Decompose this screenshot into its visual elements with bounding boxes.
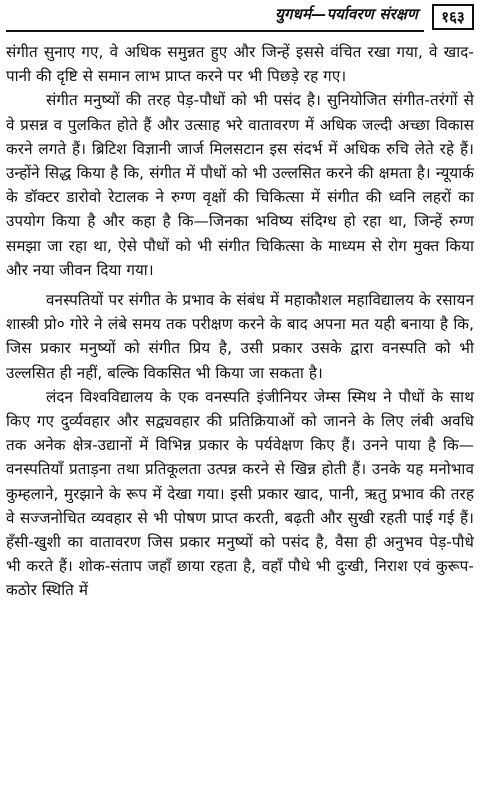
paragraph-3: वनस्पतियों पर संगीत के प्रभाव के संबंध में महाकौशल महाविद्यालय के रसायन शास्त्री प्रो० गोरे ने लंबे समय तक परीक्षण करने के बाद अपना मत यही बनाया है कि, जिस प्रकार मनुष्यों को संगीत प्रिय है, उसी प्रकार उसके द्वारा वनस्पति को भी उल्लसित ही नहीं, बल्कि विकसित भी किया जा सकता है।	[6, 291, 474, 382]
paragraph-4: लंदन विश्वविद्यालय के एक वनस्पति इंजीनियर जेम्स स्मिथ ने पौधों के साथ किए गए दुर्व्यवहार और सद्व्यवहार की प्रतिक्रियाओं को जानने के लिए लंबी अवधि तक अनेक क्षेत्र-उद्यानों में विभिन्न प्रकार के पर्यवेक्षण किए हैं। उनने पाया है कि—वनस्पतियाँ प्रताड़ना तथा प्रतिकूलता उत्पन्न करने से खिन्न होती हैं। उनके यह मनोभाव कुम्हलाने, मुरझाने के रूप में देखा गया। इसी प्रकार खाद, पानी, ऋतु प्रभाव की तरह वे सज्जनोचित व्यवहार से भी पोषण प्राप्त करती, बढ़ती और सुखी रहती पाई गई हैं। हँसी-खुशी का वातावरण जिस प्रकार मनुष्यों को पसंद है, वैसा ही अनुभव पेड़-पौधे भी करते हैं। शोक-संताप जहाँ छाया रहता है, वहाँ पौधे भी दुःखी, निराश एवं कुरूप-कठोर स्थिति में	[6, 387, 474, 600]
running-title: युगधर्म—पर्यावरण संरक्षण	[275, 5, 418, 23]
running-header	[0, 0, 480, 38]
paragraph-2: संगीत मनुष्यों की तरह पेड़-पौधों को भी पसंद है। सुनियोजित संगीत-तरंगों से वे प्रसन्न व पुलकित होते हैं और उत्साह भरे वातावरण में अधिक जल्दी अच्छा विकास करने लगते हैं। ब्रिटिश विज्ञानी जार्ज मिलसटान इस संदर्भ में अधिक रुचि लेते रहे हैं। उन्होंने सिद्ध किया है कि, संगीत में पौधों को भी उल्लसित करने की क्षमता है। न्यूयार्क के डॉक्टर डारोवो रेटालक ने रुग्ण वृक्षों की चिकित्सा में संगीत की ध्वनि लहरों का उपयोग किया है और कहा है कि—जिनका भविष्य संदिग्ध हो रहा था, जिन्हें रुग्ण समझा जा रहा था, ऐसे पौधों को भी संगीत चिकित्सा के माध्यम से रोग मुक्त किया और नया जीवन दिया गया।	[6, 91, 474, 279]
page-body	[6, 40, 474, 603]
header-rule	[6, 30, 424, 32]
page-number: १६३	[432, 4, 474, 30]
paragraph-1: संगीत सुनाए गए, वे अधिक समुन्नत हुए और जिन्हें इससे वंचित रखा गया, वे खाद-पानी की दृष्टि से समान लाभ प्राप्त करने पर भी पिछड़े रह गए।	[6, 43, 474, 86]
